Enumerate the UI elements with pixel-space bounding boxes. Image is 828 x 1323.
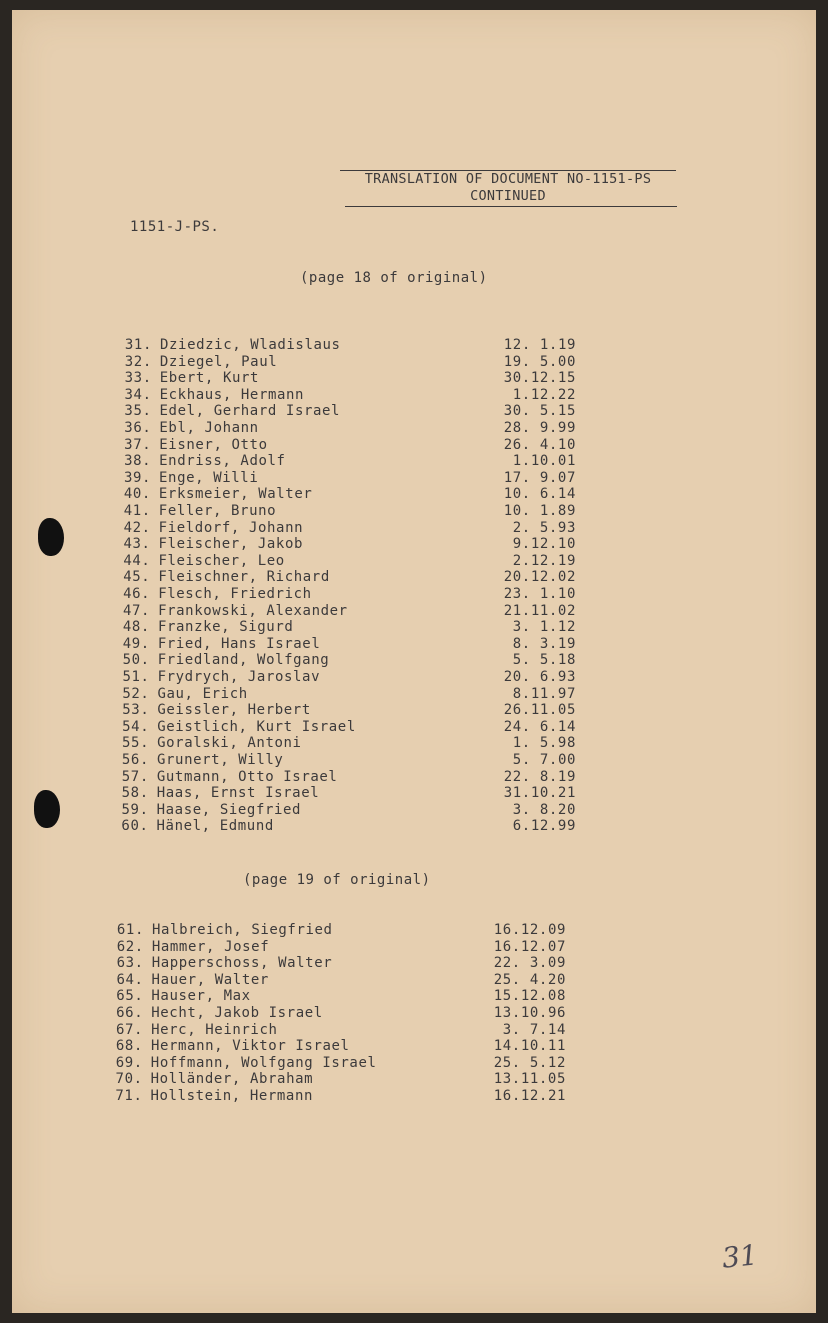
title-overline — [340, 170, 676, 171]
list-item — [120, 403, 720, 420]
entry-name: Fleischer, Leo — [158, 552, 285, 569]
entry-date: 1. 5.98 — [512, 735, 576, 752]
title-underline — [345, 206, 677, 207]
list-item — [117, 769, 717, 786]
entry-number: 62. — [116, 938, 144, 955]
entry-name: Herc, Heinrich — [151, 1021, 278, 1038]
list-item — [112, 922, 712, 939]
entry-date: 13.10.96 — [493, 1005, 566, 1021]
entry-date: 20.12.02 — [503, 569, 576, 586]
entry-number: 52. — [122, 685, 150, 702]
entry-number: 38. — [124, 453, 152, 470]
list-item — [117, 735, 717, 752]
entry-date: 16.12.07 — [493, 938, 566, 955]
entry-date: 1.10.01 — [512, 453, 576, 470]
entry-name: Gau, Erich — [157, 685, 248, 702]
entry-name: Dziedzic, Wladislaus — [160, 337, 341, 353]
entry-date: 22. 3.09 — [493, 955, 566, 972]
entry-number: 34. — [124, 386, 152, 403]
entry-name: Gutmann, Otto Israel — [156, 768, 338, 785]
entry-date: 14.10.11 — [493, 1038, 566, 1055]
entry-date: 2. 5.93 — [512, 519, 576, 536]
entry-name: Hauer, Walter — [151, 971, 269, 988]
list-item — [119, 520, 719, 537]
entry-date: 23. 1.10 — [503, 586, 576, 602]
entry-date: 1.12.22 — [512, 386, 576, 403]
entry-name: Happerschoss, Walter — [151, 955, 333, 972]
entry-date: 12. 1.19 — [503, 337, 576, 353]
list-item — [118, 619, 718, 636]
entry-name: Halbreich, Siegfried — [152, 922, 333, 938]
entry-name: Enge, Willi — [159, 469, 259, 486]
entry-name: Hauser, Max — [151, 988, 251, 1005]
document-reference: 1151-J-PS. — [130, 219, 220, 235]
page-note-18: (page 18 of original) — [300, 270, 488, 286]
entry-name: Frydrych, Jaroslav — [157, 669, 321, 685]
list-item — [118, 669, 718, 686]
entry-date: 26.11.05 — [503, 702, 576, 719]
list-item — [119, 503, 719, 520]
entry-number: 47. — [122, 602, 151, 619]
entry-name: Hollstein, Hermann — [150, 1088, 314, 1104]
entry-name: Eisner, Otto — [159, 436, 268, 453]
entry-date: 24. 6.14 — [503, 718, 576, 735]
entry-date: 22. 8.19 — [503, 768, 576, 785]
entry-number: 36. — [124, 420, 152, 436]
entry-date: 17. 9.07 — [503, 469, 576, 486]
ink-blot — [38, 518, 64, 556]
list-item — [120, 370, 720, 387]
entry-number: 40. — [123, 486, 151, 503]
list-item — [111, 1005, 711, 1022]
entry-date: 30. 5.15 — [503, 403, 576, 420]
entry-number: 50. — [122, 652, 150, 669]
entry-number: 45. — [123, 569, 151, 586]
entry-date: 2.12.19 — [512, 552, 576, 569]
entry-number: 67. — [116, 1021, 144, 1038]
entry-number: 37. — [124, 436, 152, 453]
list-item — [118, 569, 718, 586]
entry-name: Friedland, Wolfgang — [157, 652, 330, 669]
entry-name: Hoffmann, Wolfgang Israel — [150, 1054, 377, 1071]
list-item — [118, 652, 718, 669]
entry-number: 31. — [124, 337, 152, 353]
entry-name: Hermann, Viktor Israel — [150, 1038, 350, 1055]
entry-date: 8.11.97 — [512, 685, 576, 702]
ink-blot — [34, 790, 60, 828]
entry-number: 49. — [122, 635, 150, 652]
list-item — [111, 1038, 711, 1055]
entry-number: 56. — [121, 752, 149, 768]
entry-name: Fleischer, Jakob — [158, 536, 304, 553]
entry-number: 59. — [121, 801, 149, 818]
list-item — [111, 988, 711, 1005]
entry-name: Haase, Siegfried — [156, 801, 302, 818]
entry-name: Fried, Hans Israel — [157, 635, 321, 652]
entry-name: Edel, Gerhard Israel — [159, 403, 341, 420]
entry-date: 3. 7.14 — [502, 1021, 566, 1038]
entry-number: 39. — [123, 469, 152, 486]
list-item — [112, 972, 712, 989]
entry-number: 70. — [115, 1071, 143, 1088]
list-item — [118, 586, 718, 603]
entry-date: 16.12.21 — [493, 1088, 566, 1104]
entry-date: 28. 9.99 — [503, 420, 576, 436]
document-title: TRANSLATION OF DOCUMENT NO-1151-PS — [364, 171, 652, 187]
entry-name: Ebl, Johann — [159, 420, 259, 436]
entry-number: 63. — [116, 955, 144, 972]
list-item — [119, 453, 719, 470]
entry-number: 41. — [123, 503, 151, 519]
list-item — [120, 337, 720, 354]
entry-number: 44. — [123, 552, 151, 569]
entry-name: Hänel, Edmund — [156, 818, 274, 835]
list-item — [118, 636, 718, 653]
page-note-19: (page 19 of original) — [243, 872, 431, 888]
entry-number: 69. — [115, 1054, 143, 1071]
entry-date: 3. 1.12 — [512, 619, 576, 636]
entry-number: 71. — [115, 1088, 143, 1104]
entry-number: 46. — [123, 586, 151, 602]
list-item — [117, 785, 717, 802]
entry-date: 6.12.99 — [512, 818, 576, 835]
entry-date: 5. 5.18 — [512, 652, 576, 669]
entry-name: Holländer, Abraham — [150, 1071, 314, 1088]
list-item — [119, 437, 719, 454]
entry-date: 30.12.15 — [503, 370, 576, 387]
entry-name: Haas, Ernst Israel — [156, 785, 320, 802]
entry-number: 48. — [122, 619, 150, 636]
list-item — [112, 939, 712, 956]
entry-name: Grunert, Willy — [157, 752, 284, 768]
entry-name: Fieldorf, Johann — [158, 519, 304, 536]
entry-number: 55. — [122, 735, 150, 752]
list-item — [111, 1022, 711, 1039]
entry-date: 13.11.05 — [493, 1071, 566, 1088]
entry-date: 19. 5.00 — [503, 353, 576, 370]
list-item — [117, 702, 717, 719]
list-item — [117, 719, 717, 736]
list-item — [117, 752, 717, 769]
entry-number: 61. — [116, 922, 144, 938]
entry-name: Dziegel, Paul — [159, 353, 278, 370]
list-item — [118, 553, 718, 570]
entry-name: Eckhaus, Hermann — [159, 386, 305, 403]
entry-date: 5. 7.00 — [512, 752, 576, 768]
list-item — [117, 686, 717, 703]
entry-name: Geissler, Herbert — [157, 702, 311, 719]
list-item — [119, 536, 719, 553]
entry-number: 60. — [121, 818, 149, 835]
entry-date: 20. 6.93 — [503, 669, 576, 685]
entry-name: Goralski, Antoni — [157, 735, 302, 752]
list-item — [119, 420, 719, 437]
entry-number: 57. — [121, 768, 149, 785]
entry-number: 32. — [124, 353, 152, 370]
entry-number: 35. — [124, 403, 152, 420]
list-item — [111, 1055, 711, 1072]
entry-number: 54. — [122, 718, 150, 735]
entry-date: 8. 3.19 — [512, 635, 576, 652]
entry-date: 25. 4.20 — [493, 971, 566, 988]
entry-name: Fleischner, Richard — [158, 569, 330, 586]
handwritten-archive-number: 31 — [720, 1238, 760, 1275]
entry-name: Frankowski, Alexander — [158, 602, 348, 619]
entry-name: Feller, Bruno — [158, 503, 277, 519]
list-item — [112, 955, 712, 972]
entry-name: Hecht, Jakob Israel — [151, 1005, 323, 1021]
list-item — [111, 1088, 711, 1105]
entry-name: Franzke, Sigurd — [157, 619, 294, 636]
entry-number: 65. — [116, 988, 144, 1005]
entry-number: 51. — [122, 669, 150, 685]
list-item — [119, 486, 719, 503]
entry-number: 33. — [124, 370, 152, 387]
entry-number: 68. — [115, 1038, 143, 1055]
list-item — [111, 1071, 711, 1088]
list-item — [120, 354, 720, 371]
entry-number: 58. — [121, 785, 149, 802]
entry-number: 64. — [116, 971, 144, 988]
entry-number: 42. — [123, 519, 151, 536]
list-item — [119, 470, 719, 487]
entry-name: Endriss, Adolf — [159, 453, 286, 470]
entry-date: 21.11.02 — [503, 602, 576, 619]
list-item — [120, 387, 720, 404]
entry-date: 10. 1.89 — [503, 503, 576, 519]
list-item — [118, 603, 718, 620]
entry-number: 53. — [122, 702, 150, 719]
list-item — [117, 802, 717, 819]
entry-date: 16.12.09 — [493, 922, 566, 938]
entry-name: Flesch, Friedrich — [158, 586, 312, 602]
entry-name: Hammer, Josef — [151, 938, 270, 955]
entry-date: 25. 5.12 — [493, 1054, 566, 1071]
entry-number: 43. — [123, 536, 151, 553]
entry-number: 66. — [116, 1005, 144, 1021]
entry-date: 10. 6.14 — [503, 486, 576, 503]
entry-date: 3. 8.20 — [512, 801, 576, 818]
entry-date: 15.12.08 — [493, 988, 566, 1005]
document-subtitle: CONTINUED — [470, 188, 546, 204]
entry-name: Geistlich, Kurt Israel — [157, 718, 356, 735]
list-item — [117, 818, 717, 835]
entry-name: Erksmeier, Walter — [158, 486, 313, 503]
entry-name: Ebert, Kurt — [159, 370, 260, 387]
entry-date: 31.10.21 — [503, 785, 576, 802]
entry-date: 9.12.10 — [512, 536, 576, 553]
entry-date: 26. 4.10 — [503, 436, 576, 453]
